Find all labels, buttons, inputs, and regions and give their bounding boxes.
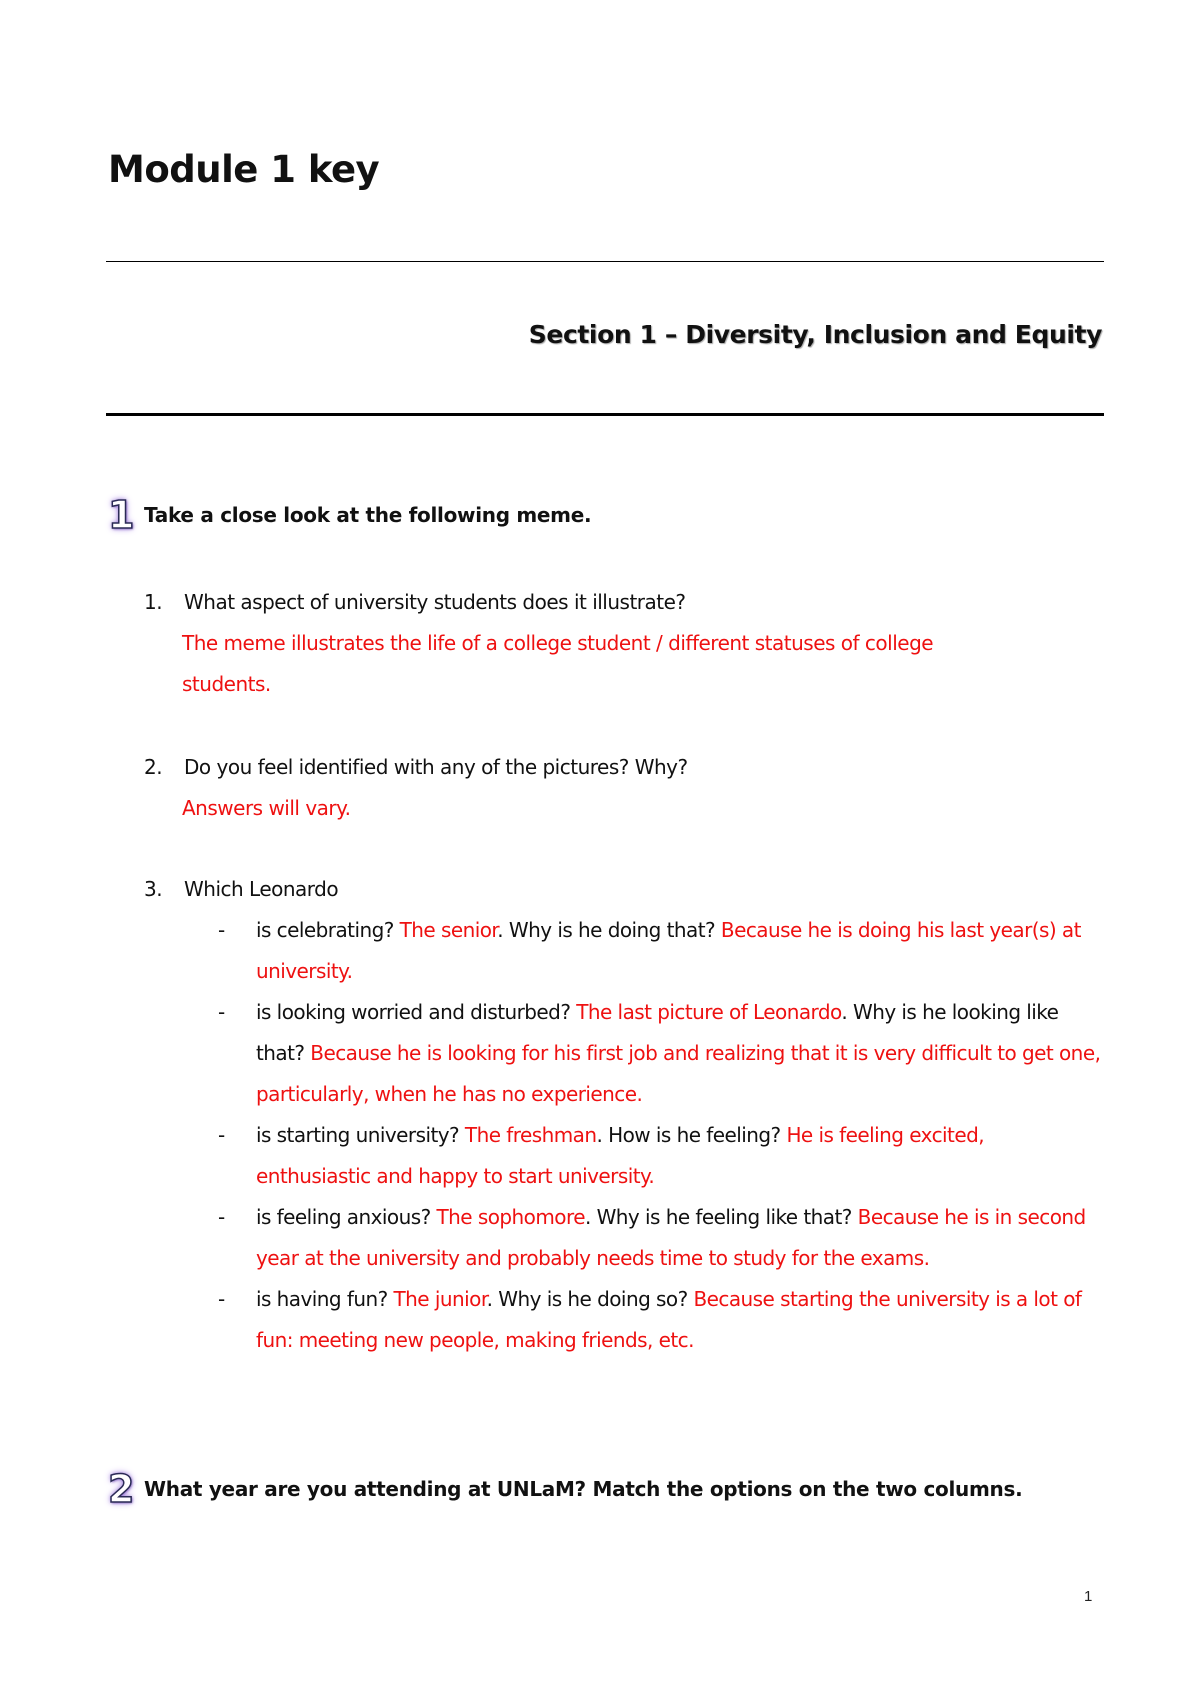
question-1-text: What aspect of university students does it illustrate? <box>184 590 686 614</box>
top-divider <box>106 261 1104 262</box>
bullet-question: is looking worried and disturbed? <box>256 1000 577 1024</box>
section-heading: Section 1 – Diversity, Inclusion and Equity <box>528 320 1102 349</box>
question-2-number: 2. <box>144 755 163 779</box>
dash-bullet: - <box>218 1000 225 1024</box>
section-divider <box>106 413 1104 416</box>
bullet-answer: Because he is in second year at the university and probably needs time to study for the exams. <box>256 1205 1086 1270</box>
question-1 <box>144 582 686 623</box>
answer-1-line-1: The meme illustrates the life of a college student / different statuses of college <box>182 631 934 655</box>
answer-1 <box>182 623 1062 705</box>
bullet-answer: Because he is doing his last year(s) at university. <box>256 918 1081 983</box>
bullet-answer: The junior <box>393 1287 487 1311</box>
bullet-answer: The freshman <box>464 1123 597 1147</box>
dash-bullet: - <box>218 1287 225 1311</box>
dash-bullet: - <box>218 1123 225 1147</box>
leonardo-list <box>218 910 1104 1361</box>
list-item <box>218 1115 1104 1197</box>
exercise-number-1-icon: 1 <box>108 493 135 537</box>
question-3 <box>144 869 338 910</box>
question-2 <box>144 747 688 788</box>
exercise-1-header <box>108 493 592 537</box>
answer-1-line-2: students. <box>182 672 271 696</box>
list-item <box>218 1197 1104 1279</box>
answer-2 <box>182 788 1062 829</box>
bullet-answer: The senior <box>399 918 498 942</box>
bullet-answer: The last picture of Leonardo <box>576 1000 842 1024</box>
bullet-answer: Because starting the university is a lot of fun: meeting new people, making friends, etc. <box>256 1287 1082 1352</box>
bullet-answer: The sophomore <box>436 1205 585 1229</box>
bullet-question: is starting university? <box>256 1123 465 1147</box>
list-item <box>218 992 1104 1115</box>
bullet-question: . Why is he feeling like that? <box>584 1205 858 1229</box>
bullet-answer: He is feeling excited, enthusiastic and happy to start university. <box>256 1123 985 1188</box>
dash-bullet: - <box>218 918 225 942</box>
exercise-number-2-icon: 2 <box>108 1467 135 1511</box>
list-item <box>218 1279 1104 1361</box>
bullet-answer: Because he is looking for his first job and realizing that it is very difficult to get one, particularly, when he has no experience. <box>256 1041 1101 1106</box>
bullet-question: is having fun? <box>256 1287 394 1311</box>
page-title: Module 1 key <box>108 148 380 191</box>
exercise-2-header <box>108 1467 1023 1511</box>
bullet-question: . How is he feeling? <box>596 1123 787 1147</box>
page-number: 1 <box>1084 1588 1093 1605</box>
exercise-1-instruction: Take a close look at the following meme. <box>144 503 592 527</box>
bullet-question: . Why is he looking like that? <box>256 1000 1059 1065</box>
question-2-text: Do you feel identified with any of the pictures? Why? <box>184 755 688 779</box>
question-3-text: Which Leonardo <box>184 877 339 901</box>
bullet-question: . Why is he doing so? <box>486 1287 694 1311</box>
answer-2-line-1: Answers will vary. <box>182 796 351 820</box>
list-item <box>218 910 1104 992</box>
bullet-question: is celebrating? <box>256 918 400 942</box>
bullet-question: . Why is he doing that? <box>497 918 721 942</box>
question-1-number: 1. <box>144 590 163 614</box>
bullet-question: is feeling anxious? <box>256 1205 437 1229</box>
exercise-2-instruction: What year are you attending at UNLaM? Match the options on the two columns. <box>144 1477 1023 1501</box>
dash-bullet: - <box>218 1205 225 1229</box>
question-3-number: 3. <box>144 877 163 901</box>
